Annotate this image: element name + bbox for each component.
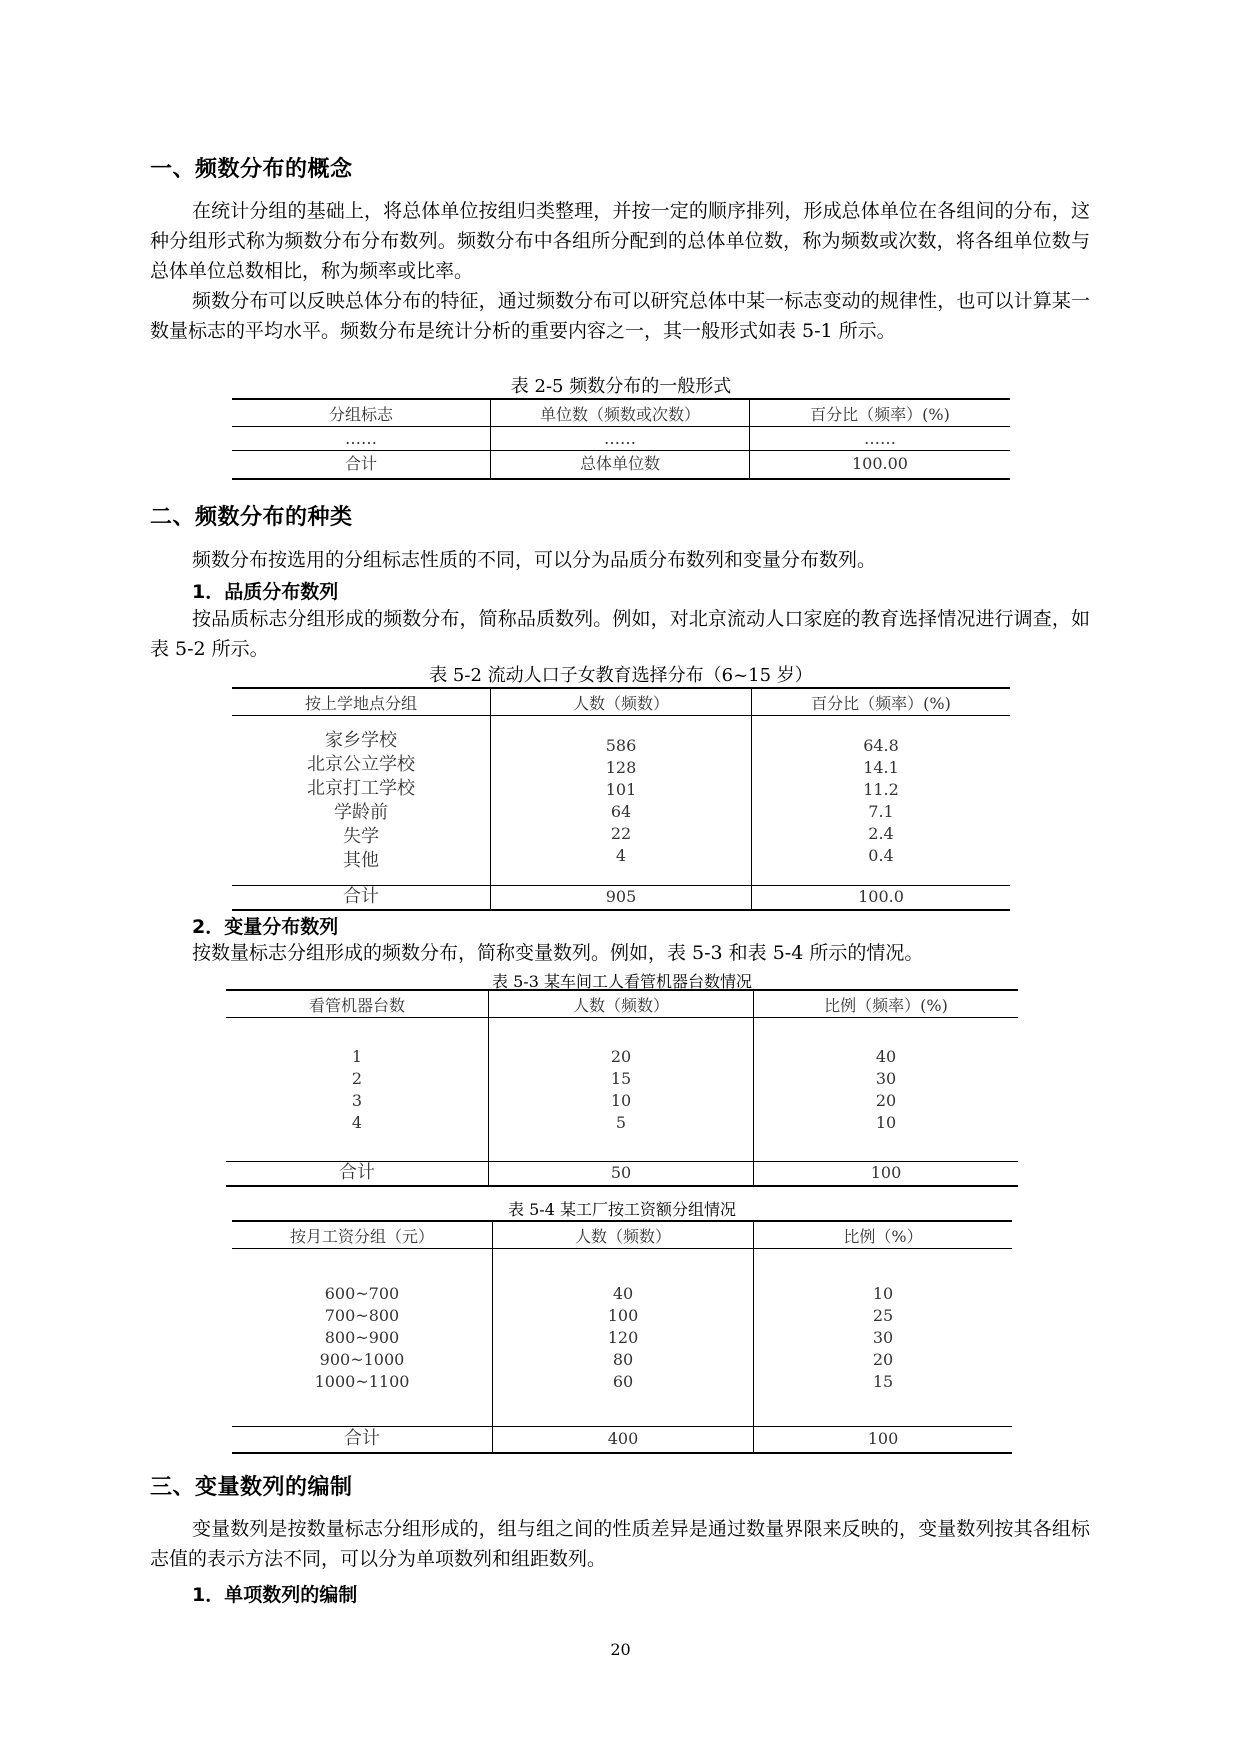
column-header: 按月工资分组（元） <box>289 1226 434 1246</box>
list-item: 7.1 <box>868 801 894 821</box>
table-body-row <box>232 716 1010 886</box>
list-item: 2 <box>351 1068 363 1088</box>
table-header-row <box>226 990 1018 1018</box>
list-item: 11.2 <box>863 779 899 799</box>
list-item: 2.4 <box>868 823 894 843</box>
subsection2-paragraph: 按数量标志分组形成的频数分布，简称变量数列。例如，表 5-3 和表 5-4 所示的情况。 <box>192 942 924 964</box>
table-cell-group-list <box>232 716 491 886</box>
column-header: 百分比（频率）(%) <box>752 688 1011 716</box>
column-header: 人数（频数） <box>493 1221 754 1249</box>
list-item: 15 <box>610 1068 632 1088</box>
list-item: 30 <box>875 1068 897 1088</box>
list-item: 4 <box>351 1112 363 1132</box>
table-5-4-caption: 表 5-4 某工厂按工资额分组情况 <box>508 1200 736 1219</box>
subsection-heading-1: 1．品质分布数列 <box>192 581 339 603</box>
list-item: 20 <box>610 1046 632 1066</box>
list-item: 25 <box>872 1305 894 1325</box>
table-5-3 <box>226 989 1018 1187</box>
column-header: 人数（频数） <box>489 990 754 1018</box>
list-item: 600~700 <box>324 1283 400 1303</box>
table-header-row <box>232 1221 1012 1249</box>
table-cell: …… <box>345 428 377 448</box>
subsection-heading-2: 2．变量分布数列 <box>192 916 339 938</box>
list-item: 1000~1100 <box>314 1371 410 1391</box>
table-body-row <box>232 1249 1012 1427</box>
list-item: 22 <box>610 823 632 843</box>
list-item: 4 <box>615 845 627 865</box>
subsection1-paragraph: 按品质标志分组形成的频数分布，简称品质数列。例如，对北京流动人口家庭的教育选择情况进行调查，如表 5-2 所示。 <box>150 608 1090 660</box>
table-cell: …… <box>491 427 750 451</box>
table-5-2 <box>232 687 1010 911</box>
list-item: 其他 <box>343 849 379 871</box>
list-item: 800~900 <box>324 1327 400 1347</box>
table-cell-count-list <box>493 1249 754 1427</box>
table-5-3-caption: 表 5-3 某车间工人看管机器台数情况 <box>492 972 752 991</box>
list-item: 北京公立学校 <box>307 753 415 775</box>
section-heading-2: 二、频数分布的种类 <box>150 505 353 530</box>
list-item: 北京打工学校 <box>307 777 415 799</box>
table-cell-machines-list <box>226 1018 489 1162</box>
list-item: 20 <box>875 1090 897 1110</box>
section-heading-3: 三、变量数列的编制 <box>150 1475 353 1500</box>
table-cell: 100.0 <box>752 886 1011 910</box>
list-item: 1 <box>351 1046 363 1066</box>
table-cell-count-list <box>489 1018 754 1162</box>
table-cell-wage-group-list <box>232 1249 493 1427</box>
column-header: 按上学地点分组 <box>304 693 417 713</box>
list-item: 40 <box>875 1046 897 1066</box>
table-total-row <box>232 886 1010 910</box>
table-cell: 905 <box>491 886 752 910</box>
table-cell: 100.00 <box>750 451 1011 479</box>
table-total-row <box>232 451 1010 479</box>
section2-paragraph-1: 频数分布按选用的分组标志性质的不同，可以分为品质分布数列和变量分布数列。 <box>192 549 877 571</box>
table-header-row <box>232 688 1010 716</box>
list-item: 10 <box>610 1090 632 1110</box>
list-item: 学龄前 <box>334 801 388 823</box>
table-cell: …… <box>750 427 1011 451</box>
list-item: 15 <box>872 1371 894 1391</box>
list-item: 家乡学校 <box>325 729 397 751</box>
list-item: 101 <box>605 779 637 799</box>
list-item: 700~800 <box>324 1305 400 1325</box>
table-2-5-caption: 表 2-5 频数分布的一般形式 <box>510 376 732 397</box>
table-total-row <box>232 1427 1012 1453</box>
section-heading-1: 一、频数分布的概念 <box>150 157 353 182</box>
table-body-row <box>226 1018 1018 1162</box>
column-header: 比例（%） <box>754 1221 1013 1249</box>
table-cell: 100 <box>754 1427 1013 1453</box>
table-cell-ratio-list <box>754 1249 1013 1427</box>
table-5-2-caption: 表 5-2 流动人口子女教育选择分布（6~15 岁） <box>429 665 813 686</box>
table-cell-percent-list <box>752 716 1011 886</box>
table-cell: 400 <box>493 1427 754 1453</box>
column-header: 比例（频率）(%) <box>754 990 1019 1018</box>
list-item: 10 <box>875 1112 897 1132</box>
section3-paragraph-1: 变量数列是按数量标志分组形成的，组与组之间的性质差异是通过数量界限来反映的，变量数列按其各组标志值的表示方法不同，可以分为单项数列和组距数列。 <box>150 1518 1090 1570</box>
list-item: 60 <box>612 1371 634 1391</box>
subsection-heading-3: 1．单项数列的编制 <box>192 1584 358 1606</box>
table-row <box>232 427 1010 451</box>
list-item: 120 <box>607 1327 639 1347</box>
list-item: 900~1000 <box>319 1349 405 1369</box>
section1-paragraph-1: 在统计分组的基础上，将总体单位按组归类整理，并按一定的顺序排列，形成总体单位在各组间的分布，这种分组形式称为频数分布分布数列。频数分布中各组所分配到的总体单位数，称为频数或次数，将各组单位数与总体单位总数相比，称为频率或比率。 <box>150 200 1090 282</box>
table-cell-count-list <box>491 716 752 886</box>
table-cell: 合计 <box>344 1428 380 1450</box>
list-item: 64 <box>610 801 632 821</box>
list-item: 586 <box>605 735 637 755</box>
column-header: 百分比（频率）(%) <box>750 399 1011 427</box>
table-total-row <box>226 1162 1018 1186</box>
list-item: 14.1 <box>863 757 899 777</box>
column-header: 单位数（频数或次数） <box>491 399 750 427</box>
page-number: 20 <box>610 1640 631 1659</box>
table-5-4 <box>232 1220 1012 1454</box>
list-item: 10 <box>872 1283 894 1303</box>
list-item: 40 <box>612 1283 634 1303</box>
list-item: 30 <box>872 1327 894 1347</box>
table-cell: 总体单位数 <box>491 451 750 479</box>
table-cell: 合计 <box>339 1162 375 1184</box>
column-header: 人数（频数） <box>491 688 752 716</box>
table-cell: 合计 <box>343 886 379 908</box>
column-header: 看管机器台数 <box>308 995 405 1015</box>
list-item: 失学 <box>343 825 379 847</box>
list-item: 128 <box>605 757 637 777</box>
section1-paragraph-2: 频数分布可以反映总体分布的特征，通过频数分布可以研究总体中某一标志变动的规律性，也可以计算某一数量标志的平均水平。频数分布是统计分析的重要内容之一，其一般形式如表 5-1 所示。 <box>150 290 1090 342</box>
list-item: 20 <box>872 1349 894 1369</box>
column-header: 分组标志 <box>328 404 393 424</box>
table-cell-ratio-list <box>754 1018 1019 1162</box>
table-cell: 合计 <box>344 454 377 474</box>
table-2-5 <box>232 398 1010 480</box>
list-item: 64.8 <box>863 735 899 755</box>
list-item: 5 <box>615 1112 627 1132</box>
list-item: 3 <box>351 1090 363 1110</box>
table-header-row <box>232 399 1010 427</box>
list-item: 100 <box>607 1305 639 1325</box>
list-item: 0.4 <box>868 845 894 865</box>
table-cell: 50 <box>489 1162 754 1186</box>
list-item: 80 <box>612 1349 634 1369</box>
table-cell: 100 <box>754 1162 1019 1186</box>
